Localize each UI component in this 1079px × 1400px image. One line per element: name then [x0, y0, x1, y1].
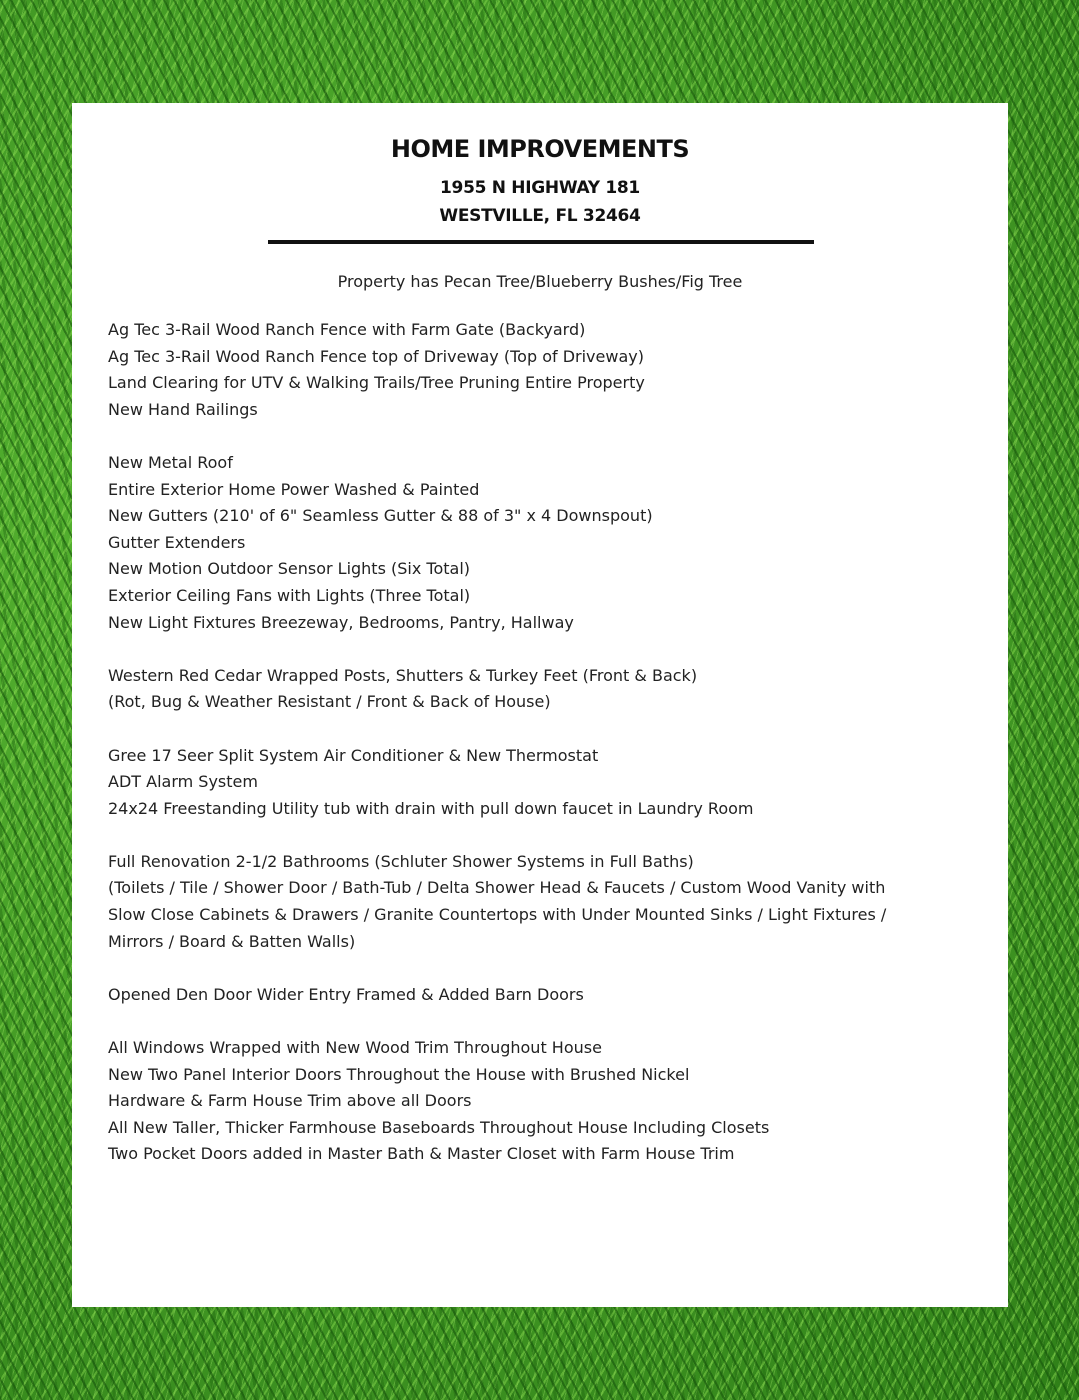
list-item: 24x24 Freestanding Utility tub with drain with pull down faucet in Laundry Room [108, 798, 754, 818]
list-item: Hardware & Farm House Trim above all Doors [108, 1091, 472, 1111]
list-item: New Two Panel Interior Doors Throughout the House with Brushed Nickel [108, 1064, 690, 1084]
list-item: New Hand Railings [108, 399, 258, 419]
list-item: Slow Close Cabinets & Drawers / Granite Countertops with Under Mounted Sinks / Light Fixtures / [108, 905, 887, 925]
list-item: Opened Den Door Wider Entry Framed & Added Barn Doors [108, 984, 584, 1004]
document-page [72, 103, 1008, 1307]
blank-line [108, 423, 978, 450]
list-item: Full Renovation 2-1/2 Bathrooms (Schluter Shower Systems in Full Baths) [108, 851, 694, 871]
list-item: New Metal Roof [108, 452, 233, 472]
blank-line [108, 1008, 978, 1035]
list-item: Gree 17 Seer Split System Air Conditioner & New Thermostat [108, 745, 599, 765]
blank-line [108, 716, 978, 743]
list-item: Western Red Cedar Wrapped Posts, Shutters & Turkey Feet (Front & Back) [108, 665, 698, 685]
list-item: Gutter Extenders [108, 532, 246, 552]
list-item: New Light Fixtures Breezeway, Bedrooms, Pantry, Hallway [108, 612, 574, 632]
list-item: (Toilets / Tile / Shower Door / Bath-Tub / Delta Shower Head & Faucets / Custom Wood Vanity with [108, 878, 886, 898]
list-item: All Windows Wrapped with New Wood Trim Throughout House [108, 1038, 602, 1058]
list-item: Land Clearing for UTV & Walking Trails/Tree Pruning Entire Property [108, 373, 645, 393]
address-line-1: 1955 N HIGHWAY 181 [440, 178, 640, 198]
list-item: Mirrors / Board & Batten Walls) [108, 931, 356, 951]
blank-line [108, 636, 978, 663]
list-item: (Rot, Bug & Weather Resistant / Front & Back of House) [108, 692, 551, 712]
page-title: HOME IMPROVEMENTS [390, 135, 690, 163]
list-item: Exterior Ceiling Fans with Lights (Three Total) [108, 585, 471, 605]
list-item: ADT Alarm System [108, 772, 258, 792]
blank-line [108, 955, 978, 982]
property-note: Property has Pecan Tree/Blueberry Bushes/Fig Tree [337, 272, 743, 291]
list-item: Entire Exterior Home Power Washed & Painted [108, 479, 480, 499]
list-item: Ag Tec 3-Rail Wood Ranch Fence with Farm Gate (Backyard) [108, 320, 586, 339]
divider [268, 240, 814, 244]
blank-line [108, 822, 978, 849]
list-item: Two Pocket Doors added in Master Bath & Master Closet with Farm House Trim [108, 1144, 735, 1164]
address-line-2: WESTVILLE, FL 32464 [439, 206, 641, 226]
list-item: New Motion Outdoor Sensor Lights (Six Total) [108, 559, 471, 579]
improvements-list [108, 317, 978, 1168]
list-item: Ag Tec 3-Rail Wood Ranch Fence top of Driveway (Top of Driveway) [108, 346, 644, 366]
list-item: New Gutters (210' of 6" Seamless Gutter & 88 of 3" x 4 Downspout) [108, 506, 653, 526]
list-item: All New Taller, Thicker Farmhouse Baseboards Throughout House Including Closets [108, 1117, 770, 1137]
